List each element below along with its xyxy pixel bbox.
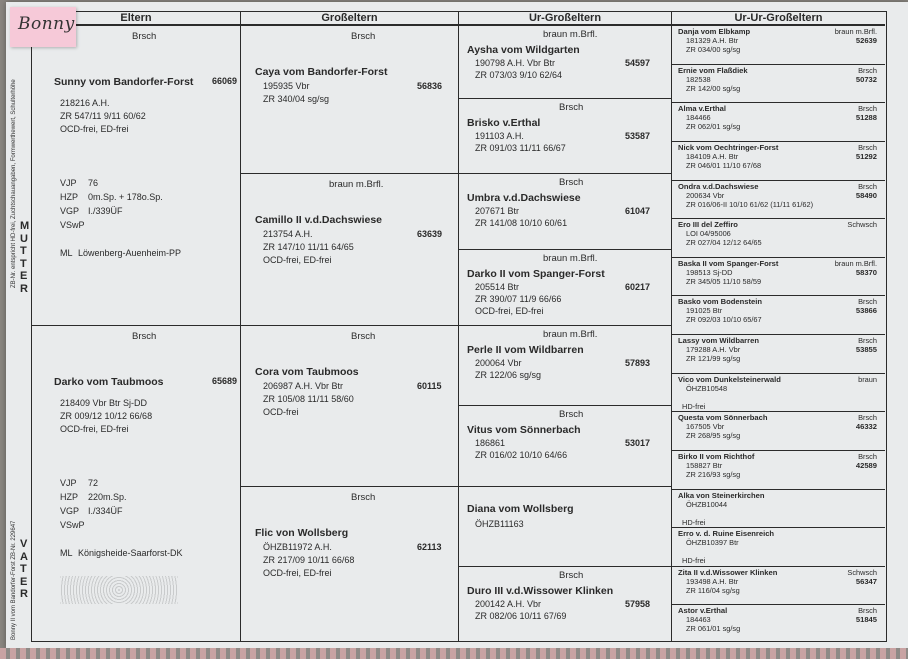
hzp-value: 0m.Sp. + 178o.Sp. bbox=[88, 192, 163, 202]
great-grandparent-cell bbox=[459, 249, 671, 325]
header-ur-grosseltern: Ur-Großeltern bbox=[459, 12, 672, 25]
studbook-line: 206987 A.H. Vbr Btr bbox=[263, 381, 344, 391]
color-label: Brsch bbox=[858, 143, 877, 152]
breeding-line: ZR 116/04 sg/sg bbox=[686, 586, 740, 595]
breeding-line: ZR 034/00 sg/sg bbox=[686, 45, 741, 54]
great-great-grandparent-cell bbox=[672, 257, 885, 296]
studbook-line: 184109 A.H. Btr bbox=[686, 152, 739, 161]
sticky-note bbox=[10, 7, 76, 47]
health-line: OCD-frei bbox=[263, 407, 299, 417]
color-label: Brsch bbox=[559, 102, 584, 113]
dog-name: Alka von Steinerkirchen bbox=[678, 491, 765, 500]
ml-value: Löwenberg-Auenheim-PP bbox=[78, 248, 182, 258]
vjp-value: 76 bbox=[88, 178, 99, 188]
studbook-line: 158827 Btr bbox=[686, 461, 723, 470]
studbook-line: 218216 A.H. bbox=[60, 98, 110, 108]
great-grandparent-cell bbox=[459, 566, 671, 643]
mutter-label bbox=[20, 220, 30, 295]
health-line: OCD-frei, ED-frei bbox=[475, 306, 544, 316]
breeding-line: ZR 345/05 11/10 58/59 bbox=[686, 277, 762, 286]
dog-name: Darko vom Taubmoos bbox=[54, 376, 164, 388]
color-label: Brsch bbox=[559, 177, 584, 188]
registration-number: 61047 bbox=[625, 206, 651, 216]
great-grandparent-cell bbox=[459, 25, 671, 98]
dog-name: Baska II vom Spanger-Forst bbox=[678, 259, 779, 268]
side-letter: E bbox=[20, 270, 28, 282]
great-great-grandparent-cell bbox=[672, 411, 885, 450]
registration-number: 53017 bbox=[625, 438, 651, 448]
color-label: Brsch bbox=[858, 606, 877, 615]
vgp-value: I./339ÜF bbox=[88, 206, 123, 216]
health-line: HD-frei bbox=[682, 402, 706, 411]
registration-number: 63639 bbox=[417, 229, 443, 239]
ml-label: ML bbox=[60, 248, 73, 258]
great-great-grandparent-cell bbox=[672, 527, 885, 566]
vswp-label: VSwP bbox=[60, 220, 85, 230]
ml-value: Königsheide-Saarforst-DK bbox=[78, 548, 183, 558]
color-label: Schwsch bbox=[847, 220, 877, 229]
dog-name: Caya vom Bandorfer-Forst bbox=[255, 66, 388, 78]
great-great-grandparent-cell bbox=[672, 141, 885, 180]
side-letter: R bbox=[20, 588, 28, 600]
color-label: Brsch bbox=[132, 331, 157, 342]
health-line: HD-frei bbox=[682, 556, 706, 565]
side-letter: T bbox=[20, 257, 27, 270]
color-label: braun m.Brfl. bbox=[329, 179, 384, 190]
breeding-line: ZR 547/11 9/11 60/62 bbox=[60, 111, 146, 121]
breeding-line: ZR 016/06-II 10/10 61/62 (11/11 61/62) bbox=[686, 200, 814, 209]
dog-name: Ernie vom Flaßdiek bbox=[678, 66, 748, 75]
studbook-line: 184463 bbox=[686, 615, 711, 624]
breeding-line: ZR 009/12 10/12 66/68 bbox=[60, 411, 153, 421]
registration-number: 60115 bbox=[417, 381, 442, 391]
health-line: OCD-frei, ED-frei bbox=[263, 255, 332, 265]
great-great-grandparent-cell bbox=[672, 64, 885, 103]
studbook-line: 213754 A.H. bbox=[263, 229, 313, 239]
registration-number: 54597 bbox=[625, 58, 651, 68]
color-label: braun m.Brfl. bbox=[834, 259, 877, 268]
side-legend-top: ZB-Nr. entspricht HD-frei, Zuchtschauangaben, Formwerthewert, Schulterhöhe bbox=[11, 79, 17, 288]
side-letter: A bbox=[20, 550, 28, 563]
studbook-line: ÖHZB11972 A.H. bbox=[263, 542, 332, 552]
color-label: Brsch bbox=[351, 331, 376, 342]
color-label: braun m.Brfl. bbox=[834, 27, 877, 36]
registration-number: 60217 bbox=[625, 282, 651, 292]
studbook-line: 191103 A.H. bbox=[475, 131, 524, 141]
dog-name: Vico vom Dunkelsteinerwald bbox=[678, 375, 781, 384]
color-label: Brsch bbox=[858, 104, 877, 113]
breeding-line: ZR 340/04 sg/sg bbox=[263, 94, 330, 104]
studbook-line: 200064 Vbr bbox=[475, 358, 522, 368]
breeding-line: ZR 016/02 10/10 64/66 bbox=[475, 450, 568, 460]
studbook-line: 190798 A.H. Vbr Btr bbox=[475, 58, 556, 68]
breeding-line: ZR 091/03 11/11 66/67 bbox=[475, 143, 566, 153]
health-line: OCD-frei, ED-frei bbox=[263, 568, 332, 578]
dog-name: Danja vom Elbkamp bbox=[678, 27, 751, 36]
registration-number: 66069 bbox=[212, 76, 238, 86]
color-label: Brsch bbox=[858, 413, 877, 422]
registration-number: 53587 bbox=[625, 131, 651, 141]
dog-name: Cora vom Taubmoos bbox=[255, 366, 359, 378]
breeding-line: ZR 141/08 10/10 60/61 bbox=[475, 218, 568, 228]
side-letter: T bbox=[20, 245, 27, 257]
breeding-line: ZR 121/99 sg/sg bbox=[686, 354, 741, 363]
studbook-line: 181329 A.H. Btr bbox=[686, 36, 739, 45]
header-grosseltern: Großeltern bbox=[241, 12, 459, 25]
header-eltern: Eltern bbox=[32, 12, 241, 25]
dog-name: Umbra v.d.Dachswiese bbox=[467, 192, 581, 204]
breeding-line: ZR 390/07 11/9 66/66 bbox=[475, 294, 562, 304]
great-great-grandparent-cell bbox=[672, 218, 885, 257]
health-line: HD-frei bbox=[682, 518, 706, 527]
dog-name: Basko vom Bodenstein bbox=[678, 297, 762, 306]
studbook-line: 186861 bbox=[475, 438, 506, 448]
registration-number: 57958 bbox=[625, 599, 651, 609]
table-edge bbox=[0, 648, 908, 659]
studbook-line: ÖHZB10044 bbox=[686, 500, 728, 509]
registration-number: 56836 bbox=[417, 81, 443, 91]
dog-name: Birko II vom Richthof bbox=[678, 452, 755, 461]
color-label: Brsch bbox=[858, 66, 877, 75]
great-grandparent-cell bbox=[459, 173, 671, 249]
dog-name: Zita II v.d.Wissower Klinken bbox=[678, 568, 778, 577]
studbook-line: 179288 A.H. Vbr bbox=[686, 345, 741, 354]
studbook-line: ÖHZB11163 bbox=[475, 519, 524, 529]
vgp-value: I./334ÜF bbox=[88, 506, 123, 516]
registration-number: 56347 bbox=[855, 577, 877, 586]
grandparent-cell bbox=[241, 325, 458, 486]
registration-number: 51288 bbox=[855, 113, 877, 122]
great-great-grandparent-cell bbox=[672, 25, 885, 64]
vgp-label: VGP bbox=[60, 206, 80, 216]
side-letter: U bbox=[20, 232, 28, 245]
dog-name: Nick vom Oechtringer-Forst bbox=[678, 143, 779, 152]
pedigree-table bbox=[31, 11, 887, 642]
vater-label bbox=[20, 538, 30, 601]
color-label: Brsch bbox=[132, 31, 157, 42]
breeding-line: ZR 268/95 sg/sg bbox=[686, 431, 741, 440]
hzp-value: 220m.Sp. bbox=[88, 492, 127, 502]
studbook-line: 193498 A.H. Btr bbox=[686, 577, 739, 586]
breeding-line: ZR 217/09 10/11 66/68 bbox=[263, 555, 355, 565]
great-great-grandparent-cell bbox=[672, 180, 885, 219]
breeding-line: ZR 062/01 sg/sg bbox=[686, 122, 741, 131]
registration-number: 51292 bbox=[855, 152, 877, 161]
dog-name: Alma v.Erthal bbox=[678, 104, 726, 113]
color-label: Brsch bbox=[858, 297, 877, 306]
dog-name: Darko II vom Spanger-Forst bbox=[467, 268, 605, 280]
side-letter: E bbox=[20, 575, 28, 588]
great-grandparent-cell bbox=[459, 98, 671, 173]
registration-number: 53855 bbox=[855, 345, 877, 354]
grandparent-cell bbox=[241, 173, 458, 325]
great-great-grandparent-cell bbox=[672, 566, 885, 605]
vjp-label: VJP bbox=[60, 478, 77, 488]
breeding-line: ZR 142/00 sg/sg bbox=[686, 84, 741, 93]
color-label: Brsch bbox=[559, 409, 584, 420]
color-label: braun m.Brfl. bbox=[543, 253, 598, 264]
breeding-line: ZR 092/03 10/10 65/67 bbox=[686, 315, 762, 324]
breeding-line: ZR 027/04 12/12 64/65 bbox=[686, 238, 762, 247]
registration-number: 52639 bbox=[855, 36, 877, 45]
great-grandparent-cell bbox=[459, 486, 671, 566]
breeding-line: ZR 073/03 9/10 62/64 bbox=[475, 70, 563, 80]
sticky-note-text: Bonny bbox=[18, 14, 75, 34]
studbook-line: 167505 Vbr bbox=[686, 422, 725, 431]
vgp-label: VGP bbox=[60, 506, 80, 516]
dog-name: Perle II vom Wildbarren bbox=[467, 344, 584, 356]
color-label: Brsch bbox=[858, 452, 877, 461]
studbook-line: 198513 Sj-DD bbox=[686, 268, 733, 277]
studbook-line: LOI 04/95006 bbox=[686, 229, 731, 238]
great-great-grandparent-cell bbox=[672, 604, 885, 643]
side-letter: V bbox=[20, 538, 28, 550]
parent-cell bbox=[32, 25, 240, 325]
registration-number: 50732 bbox=[855, 75, 877, 84]
dog-name: Diana vom Wollsberg bbox=[467, 503, 574, 515]
breeding-line: ZR 082/06 10/11 67/69 bbox=[475, 611, 567, 621]
side-letter: M bbox=[20, 220, 30, 232]
hzp-label: HZP bbox=[60, 492, 78, 502]
hzp-label: HZP bbox=[60, 192, 78, 202]
health-line: OCD-frei, ED-frei bbox=[60, 424, 129, 434]
dog-name: Ero III del Zeffiro bbox=[678, 220, 738, 229]
breeding-line: ZR 147/10 11/11 64/65 bbox=[263, 242, 354, 252]
registration-number: 53866 bbox=[855, 306, 877, 315]
great-great-grandparent-cell bbox=[672, 334, 885, 373]
great-great-grandparent-cell bbox=[672, 295, 885, 334]
great-great-grandparent-cell bbox=[672, 373, 885, 412]
dog-name: Ondra v.d.Dachswiese bbox=[678, 182, 759, 191]
great-great-grandparent-cell bbox=[672, 450, 885, 489]
registration-number: 46332 bbox=[855, 422, 877, 431]
great-great-grandparent-cell bbox=[672, 102, 885, 141]
redacted-stamp bbox=[60, 576, 178, 604]
registration-number: 42589 bbox=[855, 461, 877, 470]
vswp-label: VSwP bbox=[60, 520, 85, 530]
studbook-line: 205514 Btr bbox=[475, 282, 520, 292]
side-legend-bottom: Bonny II vom Bandorfer-Forst ZB-Nr. 229647 bbox=[11, 520, 17, 640]
studbook-line: 195935 Vbr bbox=[263, 81, 310, 91]
studbook-line: 191025 Btr bbox=[686, 306, 723, 315]
color-label: Brsch bbox=[351, 492, 376, 503]
side-letter: T bbox=[20, 563, 27, 575]
color-label: Brsch bbox=[858, 182, 877, 191]
studbook-line: 200142 A.H. Vbr bbox=[475, 599, 542, 609]
studbook-line: ÖHZB10548 bbox=[686, 384, 728, 393]
color-label: braun m.Brfl. bbox=[543, 329, 598, 340]
registration-number: 51845 bbox=[855, 615, 877, 624]
header-ur-ur-grosseltern: Ur-Ur-Großeltern bbox=[672, 12, 885, 25]
studbook-line: 184466 bbox=[686, 113, 711, 122]
color-label: Brsch bbox=[351, 31, 376, 42]
side-letter: R bbox=[20, 282, 28, 295]
registration-number: 58370 bbox=[855, 268, 877, 277]
color-label: Brsch bbox=[858, 336, 877, 345]
breeding-line: ZR 061/01 sg/sg bbox=[686, 624, 741, 633]
great-great-grandparent-cell bbox=[672, 489, 885, 528]
dog-name: Vitus vom Sönnerbach bbox=[467, 424, 581, 436]
great-grandparent-cell bbox=[459, 325, 671, 405]
vjp-value: 72 bbox=[88, 478, 99, 488]
color-label: braun bbox=[858, 375, 877, 384]
dog-name: Duro III v.d.Wissower Klinken bbox=[467, 585, 614, 597]
dog-name: Flic von Wollsberg bbox=[255, 527, 349, 539]
studbook-line: 218409 Vbr Btr Sj-DD bbox=[60, 398, 148, 408]
dog-name: Aysha vom Wildgarten bbox=[467, 44, 580, 56]
studbook-line: ÖHZB10397 Btr bbox=[686, 538, 739, 547]
ml-label: ML bbox=[60, 548, 73, 558]
dog-name: Lassy vom Wildbarren bbox=[678, 336, 759, 345]
registration-number: 57893 bbox=[625, 358, 651, 368]
color-label: Schwsch bbox=[847, 568, 877, 577]
dog-name: Sunny vom Bandorfer-Forst bbox=[54, 76, 194, 88]
grandparent-cell bbox=[241, 25, 458, 173]
registration-number: 58490 bbox=[855, 191, 877, 200]
color-label: braun m.Brfl. bbox=[543, 29, 598, 40]
registration-number: 62113 bbox=[417, 542, 442, 552]
studbook-line: 182538 bbox=[686, 75, 711, 84]
dog-name: Astor v.Erthal bbox=[678, 606, 728, 615]
dog-name: Camillo II v.d.Dachswiese bbox=[255, 214, 383, 226]
registration-number: 65689 bbox=[212, 376, 238, 386]
dog-name: Brisko v.Erthal bbox=[467, 117, 541, 129]
color-label: Brsch bbox=[559, 570, 584, 581]
breeding-line: ZR 105/08 11/11 58/60 bbox=[263, 394, 354, 404]
studbook-line: 207671 Btr bbox=[475, 206, 520, 216]
breeding-line: ZR 216/93 sg/sg bbox=[686, 470, 741, 479]
vjp-label: VJP bbox=[60, 178, 77, 188]
great-grandparent-cell bbox=[459, 405, 671, 486]
breeding-line: ZR 122/06 sg/sg bbox=[475, 370, 542, 380]
studbook-line: 200634 Vbr bbox=[686, 191, 725, 200]
dog-name: Erro v. d. Ruine Eisenreich bbox=[678, 529, 775, 538]
health-line: OCD-frei, ED-frei bbox=[60, 124, 129, 134]
grandparent-cell bbox=[241, 486, 458, 643]
breeding-line: ZR 046/01 11/10 67/68 bbox=[686, 161, 762, 170]
dog-name: Questa vom Sönnerbach bbox=[678, 413, 768, 422]
